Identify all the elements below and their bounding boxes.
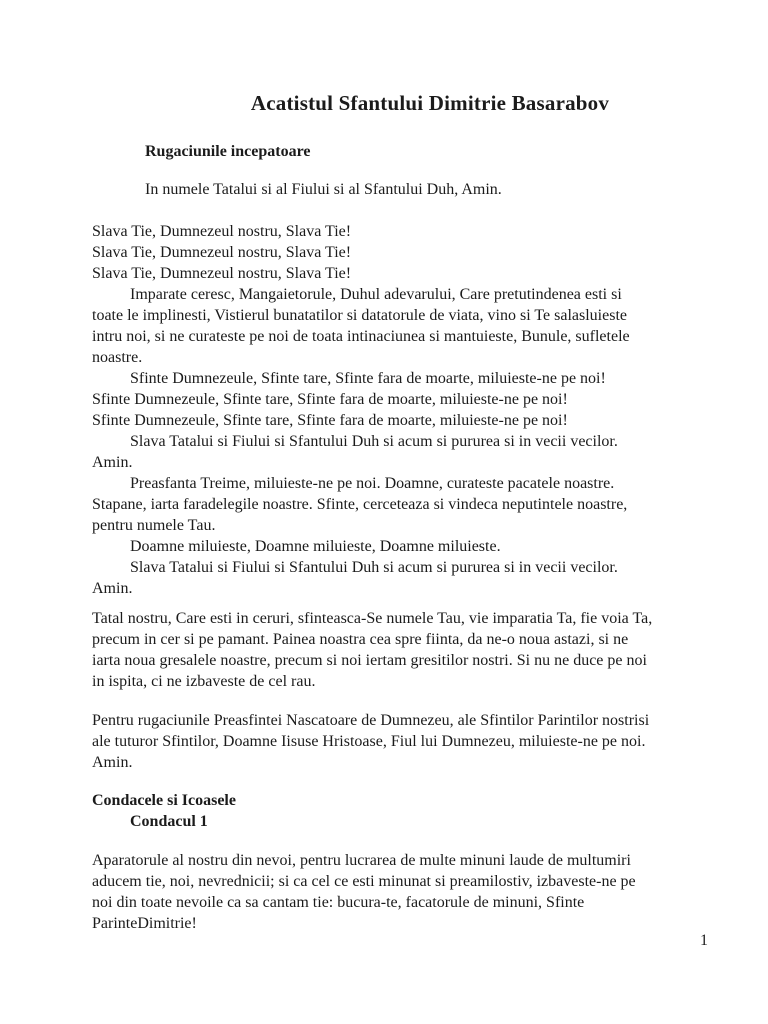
text-line: Amin. bbox=[92, 580, 133, 597]
text-line: Slava Tie, Dumnezeul nostru, Slava Tie! bbox=[92, 265, 352, 282]
text-line: Preasfanta Treime, miluieste-ne pe noi. Doamne, curateste pacatele noastre. bbox=[130, 475, 615, 492]
text-line: ParinteDimitrie! bbox=[92, 915, 197, 932]
text-line: Pentru rugaciunile Preasfintei Nascatoare de Dumnezeu, ale Sfintilor Parintilor nostrisi bbox=[92, 712, 650, 729]
text-line: noi din toate nevoile ca sa cantam tie: bucura-te, facatorule de minuni, Sfinte bbox=[92, 894, 585, 911]
text-line: Condacele si Icoasele bbox=[92, 792, 236, 809]
doamne-miluieste-line bbox=[92, 536, 768, 557]
text-line: Sfinte Dumnezeule, Sfinte tare, Sfinte fara de moarte, miluieste-ne pe noi! bbox=[130, 370, 606, 387]
text-line: noastre. bbox=[92, 349, 143, 366]
condacul-1-paragraph bbox=[92, 850, 768, 934]
text-line: iarta noua gresalele noastre, precum si noi iertam gresitilor nostri. Si nu ne duce pe noi bbox=[92, 652, 647, 669]
text-line: aducem tie, noi, nevrednicii; si ca cel ce esti minunat si preamilostiv, izbaveste-ne pe bbox=[92, 873, 636, 890]
text-line: Rugaciunile incepatoare bbox=[145, 143, 311, 160]
pentru-rugaciunile-paragraph bbox=[92, 710, 768, 773]
text-line: ale tuturor Sfintilor, Doamne Iisuse Hristoase, Fiul lui Dumnezeu, miluieste-ne pe noi. bbox=[92, 733, 646, 750]
text-line: toate le implinesti, Vistierul bunatatilor si datatorule de viata, vino si Te salasluieste bbox=[92, 307, 627, 324]
slava-tatalui-paragraph bbox=[92, 431, 768, 473]
text-line: pentru numele Tau. bbox=[92, 517, 216, 534]
text-line: precum in cer si pe pamant. Painea noastra cea spre fiinta, da ne-o noua astazi, si ne bbox=[92, 631, 629, 648]
text-line: Slava Tie, Dumnezeul nostru, Slava Tie! bbox=[92, 244, 352, 261]
text-line: Aparatorule al nostru din nevoi, pentru lucrarea de multe minuni laude de multumiri bbox=[92, 852, 631, 869]
text-line: Stapane, iarta faradelegile noastre. Sfinte, cerceteaza si vindeca neputintele noastre, bbox=[92, 496, 628, 513]
tatal-nostru-paragraph bbox=[92, 608, 768, 692]
text-line: Sfinte Dumnezeule, Sfinte tare, Sfinte fara de moarte, miluieste-ne pe noi! bbox=[92, 412, 568, 429]
text-line: Condacul 1 bbox=[130, 813, 208, 830]
page-number: 1 bbox=[700, 932, 708, 949]
sfinte-dumnezeule-lines bbox=[92, 368, 768, 431]
slava-tie-lines bbox=[92, 221, 768, 284]
text-line: in ispita, ci ne izbaveste de cel rau. bbox=[92, 673, 316, 690]
text-line: Doamne miluieste, Doamne miluieste, Doamne miluieste. bbox=[130, 538, 501, 555]
text-line: Slava Tatalui si Fiului si Sfantului Duh si acum si pururea si in vecii vecilor. bbox=[130, 559, 618, 576]
text-line: Amin. bbox=[92, 454, 133, 471]
text-line: Amin. bbox=[92, 754, 133, 771]
opening-line bbox=[92, 179, 768, 200]
section-heading-rugaciunile bbox=[92, 141, 768, 162]
text-line: intru noi, si ne curateste pe noi de toata intinaciunea si mantuieste, Bunule, sufletele bbox=[92, 328, 630, 345]
text-line: In numele Tatalui si al Fiului si al Sfantului Duh, Amin. bbox=[145, 181, 502, 198]
preasfanta-treime-paragraph bbox=[92, 473, 768, 536]
condacul-1-heading bbox=[92, 811, 768, 832]
condacele-si-icoasele-heading bbox=[92, 790, 768, 811]
slava-tatalui-paragraph-2 bbox=[92, 557, 768, 599]
document-title: Acatistul Sfantului Dimitrie Basarabov bbox=[250, 91, 610, 115]
document-body bbox=[92, 141, 768, 934]
text-line: Slava Tie, Dumnezeul nostru, Slava Tie! bbox=[92, 223, 352, 240]
text-line: Sfinte Dumnezeule, Sfinte tare, Sfinte fara de moarte, miluieste-ne pe noi! bbox=[92, 391, 568, 408]
imparate-ceresc-paragraph bbox=[92, 284, 768, 368]
text-line: Imparate ceresc, Mangaietorule, Duhul adevarului, Care pretutindenea esti si bbox=[130, 286, 622, 303]
text-line: Tatal nostru, Care esti in ceruri, sfinteasca-Se numele Tau, vie imparatia Ta, fie voia Ta, bbox=[92, 610, 653, 627]
text-line: Slava Tatalui si Fiului si Sfantului Duh si acum si pururea si in vecii vecilor. bbox=[130, 433, 618, 450]
